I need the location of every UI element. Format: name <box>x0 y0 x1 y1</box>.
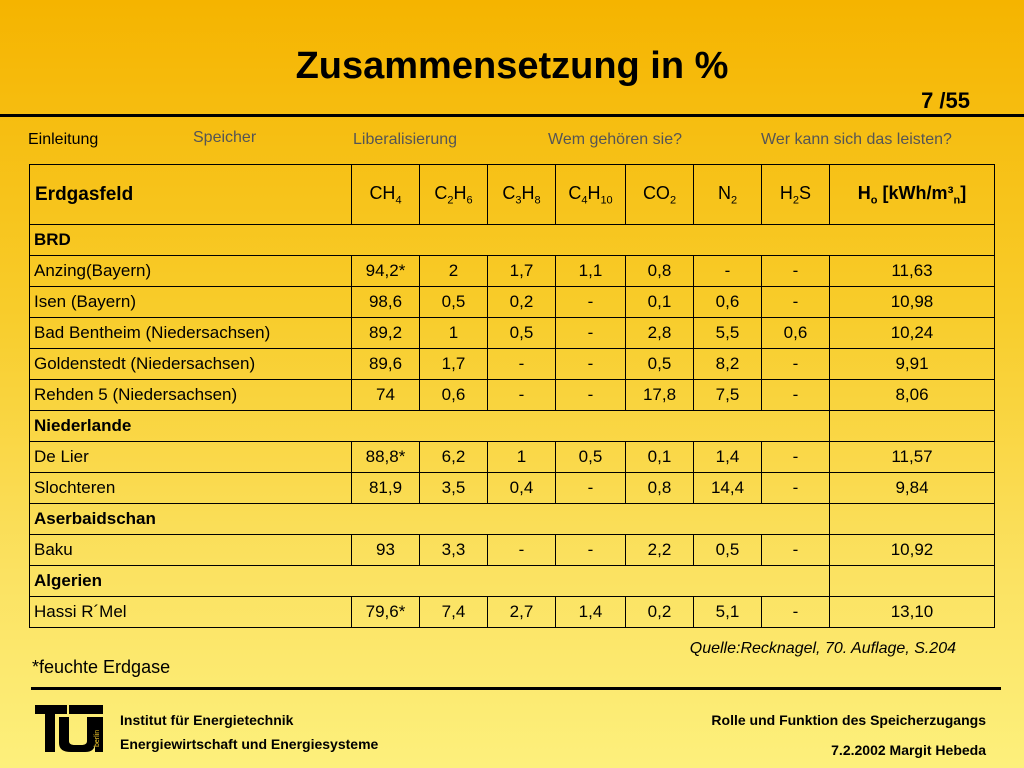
header-erdgasfeld: Erdgasfeld <box>30 165 352 225</box>
value-cell: 0,5 <box>556 442 626 473</box>
value-cell: 10,92 <box>830 535 995 566</box>
value-cell: 1,4 <box>556 597 626 628</box>
value-cell: 0,8 <box>626 473 694 504</box>
value-cell: 0,5 <box>626 349 694 380</box>
value-cell: 5,5 <box>694 318 762 349</box>
field-name-cell: Hassi R´Mel <box>30 597 352 628</box>
value-cell: 0,1 <box>626 442 694 473</box>
value-cell: 74 <box>352 380 420 411</box>
value-cell: - <box>488 535 556 566</box>
value-cell: - <box>556 349 626 380</box>
table-row <box>30 597 995 628</box>
header-c2h6: $C_2H_6$ <box>420 165 488 225</box>
value-cell: - <box>762 349 830 380</box>
value-cell: 1 <box>488 442 556 473</box>
value-cell: 0,1 <box>626 287 694 318</box>
value-cell: 0,6 <box>694 287 762 318</box>
nav-wem-gehoeren-sie[interactable]: Wem gehören sie? <box>548 131 682 148</box>
value-cell: 8,06 <box>830 380 995 411</box>
nav-wer-kann-sich-das-leisten[interactable]: Wer kann sich das leisten? <box>761 131 952 148</box>
value-cell: 10,98 <box>830 287 995 318</box>
header-co2: $CO_2$ <box>626 165 694 225</box>
value-cell: 5,1 <box>694 597 762 628</box>
top-divider <box>0 114 1024 117</box>
table-group-row <box>30 566 995 597</box>
nav-einleitung[interactable]: Einleitung <box>28 131 99 148</box>
value-cell: 1,4 <box>694 442 762 473</box>
value-cell: 0,5 <box>488 318 556 349</box>
table-row <box>30 442 995 473</box>
value-cell: 9,84 <box>830 473 995 504</box>
header-ho: $H_o$ $[kWh/m^3_n]$ <box>830 165 995 225</box>
value-cell: 0,4 <box>488 473 556 504</box>
value-cell: 2 <box>420 256 488 287</box>
value-cell: 89,2 <box>352 318 420 349</box>
value-cell: - <box>556 535 626 566</box>
value-cell: 88,8* <box>352 442 420 473</box>
value-cell: 3,3 <box>420 535 488 566</box>
value-cell: 7,5 <box>694 380 762 411</box>
header-ch4: $CH_4$ <box>352 165 420 225</box>
value-cell: 79,6* <box>352 597 420 628</box>
value-cell: 14,4 <box>694 473 762 504</box>
nav-speicher[interactable]: Speicher <box>193 129 257 146</box>
table-group-row <box>30 225 995 256</box>
table-row <box>30 380 995 411</box>
value-cell: 1,1 <box>556 256 626 287</box>
value-cell: 2,8 <box>626 318 694 349</box>
value-cell: 13,10 <box>830 597 995 628</box>
value-cell: 17,8 <box>626 380 694 411</box>
empty-cell <box>830 566 995 597</box>
value-cell: 1,7 <box>488 256 556 287</box>
value-cell: 1 <box>420 318 488 349</box>
value-cell: 11,63 <box>830 256 995 287</box>
value-cell: - <box>556 473 626 504</box>
field-name-cell: Baku <box>30 535 352 566</box>
table-row <box>30 318 995 349</box>
institute-department: Energiewirtschaft und Energiesysteme <box>120 736 379 752</box>
group-label: Algerien <box>30 566 830 597</box>
header-n2: $N_2$ <box>694 165 762 225</box>
value-cell: - <box>488 380 556 411</box>
value-cell: 7,4 <box>420 597 488 628</box>
value-cell: 6,2 <box>420 442 488 473</box>
page-title: Zusammensetzung in % <box>295 45 729 87</box>
value-cell: 9,91 <box>830 349 995 380</box>
table-row <box>30 473 995 504</box>
value-cell: 94,2* <box>352 256 420 287</box>
value-cell: - <box>762 256 830 287</box>
value-cell: 0,6 <box>762 318 830 349</box>
page-number: 7 /55 <box>921 88 970 113</box>
header-c4h10: $C_4H_{10}$ <box>556 165 626 225</box>
empty-cell <box>830 411 995 442</box>
field-name-cell: De Lier <box>30 442 352 473</box>
value-cell: - <box>762 597 830 628</box>
field-name-cell: Rehden 5 (Niedersachsen) <box>30 380 352 411</box>
value-cell: 0,2 <box>488 287 556 318</box>
value-cell: 11,57 <box>830 442 995 473</box>
table-group-row <box>30 411 995 442</box>
value-cell: 0,8 <box>626 256 694 287</box>
table-row <box>30 349 995 380</box>
source-citation: Quelle:Recknagel, 70. Auflage, S.204 <box>689 640 956 657</box>
value-cell: 3,5 <box>420 473 488 504</box>
group-label: Aserbaidschan <box>30 504 830 535</box>
value-cell: - <box>556 287 626 318</box>
value-cell: 10,24 <box>830 318 995 349</box>
value-cell: 8,2 <box>694 349 762 380</box>
table-row <box>30 535 995 566</box>
value-cell: - <box>762 535 830 566</box>
bottom-divider <box>31 687 1001 690</box>
footnote: *feuchte Erdgase <box>32 657 171 677</box>
value-cell: 0,6 <box>420 380 488 411</box>
value-cell: 98,6 <box>352 287 420 318</box>
table-header-row <box>30 165 995 225</box>
gas-composition-table <box>29 164 995 628</box>
value-cell: 93 <box>352 535 420 566</box>
value-cell: 0,5 <box>420 287 488 318</box>
tu-berlin-logo <box>33 703 105 755</box>
value-cell: - <box>556 318 626 349</box>
group-label: BRD <box>30 225 995 256</box>
svg-text:berlin: berlin <box>94 729 101 747</box>
field-name-cell: Bad Bentheim (Niedersachsen) <box>30 318 352 349</box>
value-cell: - <box>556 380 626 411</box>
presentation-date-author: 7.2.2002 Margit Hebeda <box>831 742 986 758</box>
field-name-cell: Goldenstedt (Niedersachsen) <box>30 349 352 380</box>
nav-liberalisierung[interactable]: Liberalisierung <box>353 131 458 148</box>
value-cell: 0,2 <box>626 597 694 628</box>
value-cell: - <box>762 442 830 473</box>
value-cell: - <box>762 287 830 318</box>
value-cell: - <box>694 256 762 287</box>
table-body <box>30 225 995 628</box>
empty-cell <box>830 504 995 535</box>
value-cell: - <box>488 349 556 380</box>
table-group-row <box>30 504 995 535</box>
value-cell: 89,6 <box>352 349 420 380</box>
field-name-cell: Anzing(Bayern) <box>30 256 352 287</box>
value-cell: 2,2 <box>626 535 694 566</box>
institute-name: Institut für Energietechnik <box>120 712 294 728</box>
header-h2s: $H_2S$ <box>762 165 830 225</box>
header-c3h8: $C_3H_8$ <box>488 165 556 225</box>
value-cell: 0,5 <box>694 535 762 566</box>
table-row <box>30 256 995 287</box>
value-cell: - <box>762 380 830 411</box>
presentation-title: Rolle und Funktion des Speicherzugangs <box>711 712 986 728</box>
group-label: Niederlande <box>30 411 830 442</box>
field-name-cell: Isen (Bayern) <box>30 287 352 318</box>
value-cell: 81,9 <box>352 473 420 504</box>
value-cell: 2,7 <box>488 597 556 628</box>
field-name-cell: Slochteren <box>30 473 352 504</box>
value-cell: 1,7 <box>420 349 488 380</box>
table-row <box>30 287 995 318</box>
value-cell: - <box>762 473 830 504</box>
